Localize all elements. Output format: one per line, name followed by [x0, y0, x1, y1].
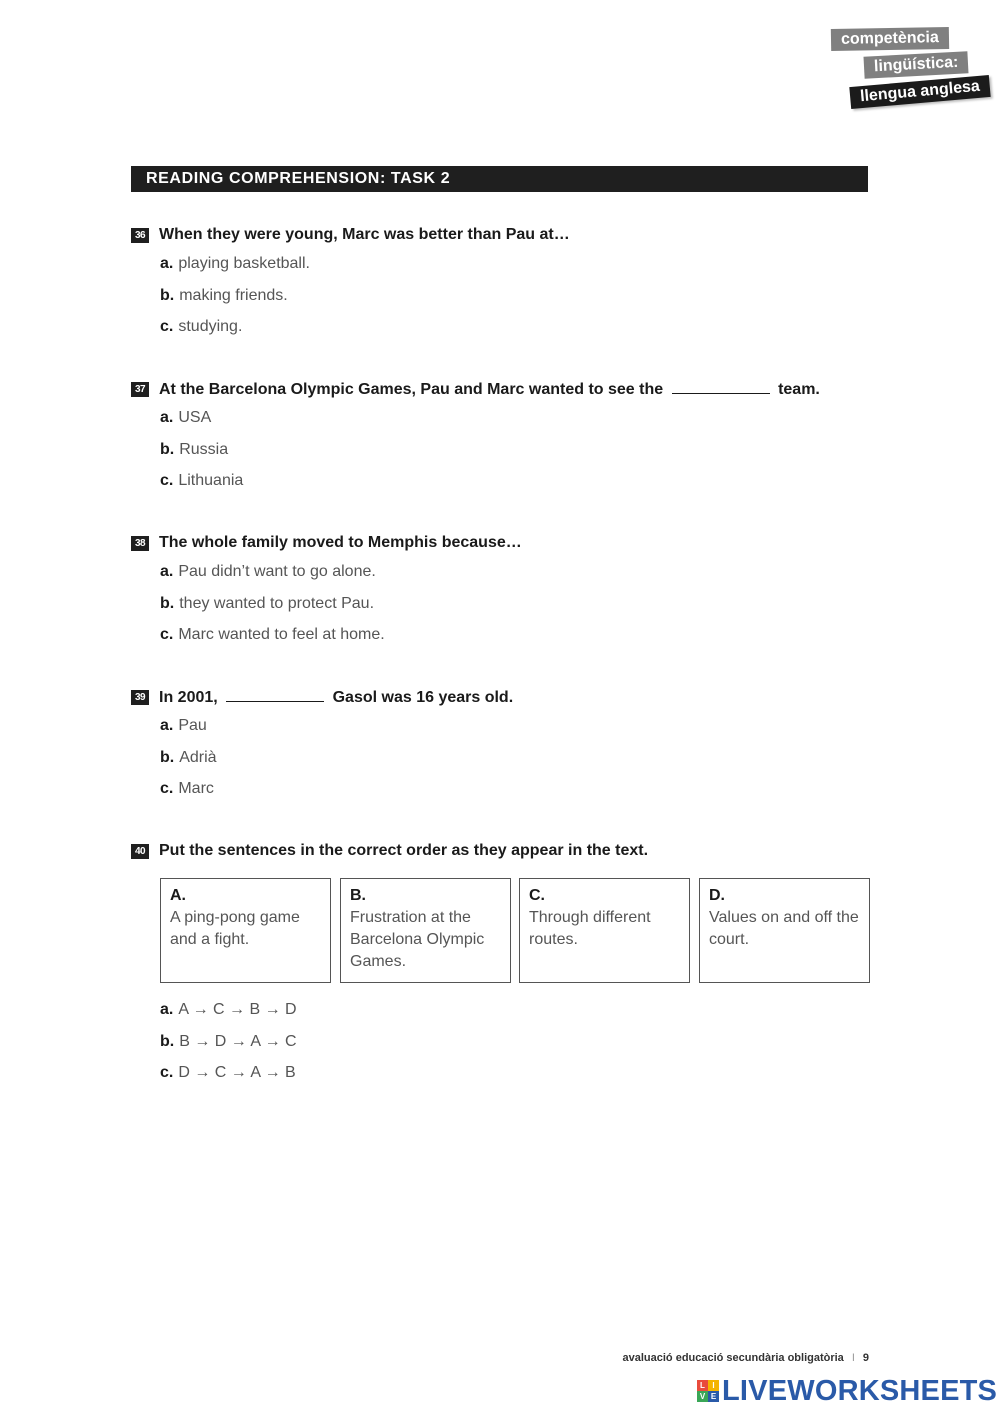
- stem-after: team.: [778, 381, 820, 398]
- option-text: Marc: [178, 780, 214, 797]
- stem-before: At the Barcelona Olympic Games, Pau and Marc wanted to see the: [159, 381, 664, 398]
- logo-text: LIVEWORKSHEETS: [722, 1375, 998, 1407]
- option-text: Pau: [178, 717, 207, 734]
- question-number: 37: [131, 382, 149, 397]
- page-footer: [623, 1352, 870, 1364]
- option-letter: b.: [160, 748, 175, 766]
- option-text: B → D → A → C: [179, 1032, 297, 1050]
- option-b[interactable]: [160, 439, 871, 471]
- footer-text: avaluació educació secundària obligatòria: [622, 1352, 844, 1364]
- corner-tag-linguistica: lingüística:: [863, 51, 968, 78]
- footer-separator: I: [851, 1352, 855, 1364]
- logo-mark-letter: I: [708, 1380, 719, 1391]
- option-text: playing basketball.: [178, 255, 310, 272]
- option-a[interactable]: [160, 561, 871, 593]
- order-options: [160, 999, 297, 1094]
- page-number: 9: [862, 1352, 869, 1364]
- question-stem: [159, 687, 513, 707]
- question-38: [131, 531, 871, 656]
- box-letter: C.: [529, 887, 545, 904]
- option-b[interactable]: [160, 593, 871, 625]
- question-36: [131, 223, 871, 348]
- option-c[interactable]: [160, 470, 871, 502]
- question-39: [131, 685, 871, 810]
- option-c[interactable]: [160, 316, 871, 348]
- sentence-box-c: [519, 878, 690, 983]
- option-text: A → C → B → D: [178, 1001, 297, 1018]
- option-text: Marc wanted to feel at home.: [178, 626, 385, 643]
- stem-before: In 2001,: [159, 689, 218, 706]
- answer-blank[interactable]: [226, 687, 324, 702]
- option-text: Russia: [179, 440, 229, 458]
- option-letter: b.: [160, 1032, 175, 1050]
- question-number: 38: [131, 536, 149, 551]
- option-letter: b.: [160, 286, 175, 304]
- box-letter: D.: [709, 887, 725, 904]
- answer-blank[interactable]: [672, 379, 770, 394]
- liveworksheets-logo[interactable]: [697, 1376, 997, 1406]
- option-letter: b.: [160, 594, 175, 612]
- sentence-boxes: [160, 878, 870, 983]
- option-text: USA: [178, 409, 212, 426]
- logo-mark-letter: L: [697, 1380, 708, 1391]
- option-letter: a.: [160, 1001, 174, 1018]
- corner-tag-llengua-anglesa: llengua anglesa: [849, 75, 990, 109]
- option-text: studying.: [178, 318, 243, 335]
- sentence-box-b: [340, 878, 511, 983]
- option-a[interactable]: [160, 715, 871, 747]
- option-letter: a.: [160, 563, 174, 580]
- option-c[interactable]: [160, 624, 871, 656]
- option-letter: c.: [160, 780, 174, 797]
- section-title: READING COMPREHENSION: TASK 2: [131, 166, 868, 192]
- logo-mark-letter: E: [708, 1391, 719, 1402]
- option-text: D → C → A → B: [178, 1064, 296, 1081]
- option-letter: c.: [160, 472, 174, 489]
- option-text: Lithuania: [178, 472, 244, 489]
- option-letter: c.: [160, 318, 174, 335]
- question-40: [131, 839, 871, 863]
- question-number: 39: [131, 690, 149, 705]
- box-text: Through different routes.: [529, 909, 651, 948]
- option-text: they wanted to protect Pau.: [179, 594, 375, 612]
- option-a[interactable]: [160, 407, 871, 439]
- question-stem: Put the sentences in the correct order as they appear in the text.: [159, 842, 649, 859]
- option-a[interactable]: [160, 999, 297, 1031]
- box-text: Frustration at the Barcelona Olympic Games.: [350, 909, 485, 970]
- sentence-box-d: [699, 878, 870, 983]
- box-text: A ping-pong game and a fight.: [170, 909, 300, 948]
- option-a[interactable]: [160, 253, 871, 285]
- option-text: Pau didn’t want to go alone.: [178, 563, 376, 580]
- option-letter: b.: [160, 440, 175, 458]
- option-text: Adrià: [179, 748, 217, 766]
- logo-mark-letter: V: [697, 1391, 708, 1402]
- option-letter: c.: [160, 626, 174, 643]
- option-letter: a.: [160, 255, 174, 272]
- question-stem: The whole family moved to Memphis because…: [159, 534, 522, 551]
- option-b[interactable]: [160, 747, 871, 779]
- option-letter: a.: [160, 717, 174, 734]
- option-letter: c.: [160, 1064, 174, 1081]
- question-number: 40: [131, 844, 149, 859]
- box-letter: A.: [170, 887, 186, 904]
- box-text: Values on and off the court.: [709, 909, 859, 948]
- corner-tag-competencia: competència: [831, 27, 949, 51]
- question-37: [131, 377, 871, 502]
- option-b[interactable]: [160, 285, 871, 317]
- option-c[interactable]: [160, 778, 871, 810]
- logo-mark-icon: [697, 1380, 719, 1402]
- box-letter: B.: [350, 887, 366, 904]
- stem-after: Gasol was 16 years old.: [332, 689, 514, 706]
- question-stem: [159, 379, 820, 399]
- question-number: 36: [131, 228, 149, 243]
- question-stem: When they were young, Marc was better than Pau at…: [159, 226, 570, 243]
- option-c[interactable]: [160, 1062, 297, 1094]
- option-text: making friends.: [179, 286, 288, 304]
- option-b[interactable]: [160, 1031, 297, 1063]
- sentence-box-a: [160, 878, 331, 983]
- option-letter: a.: [160, 409, 174, 426]
